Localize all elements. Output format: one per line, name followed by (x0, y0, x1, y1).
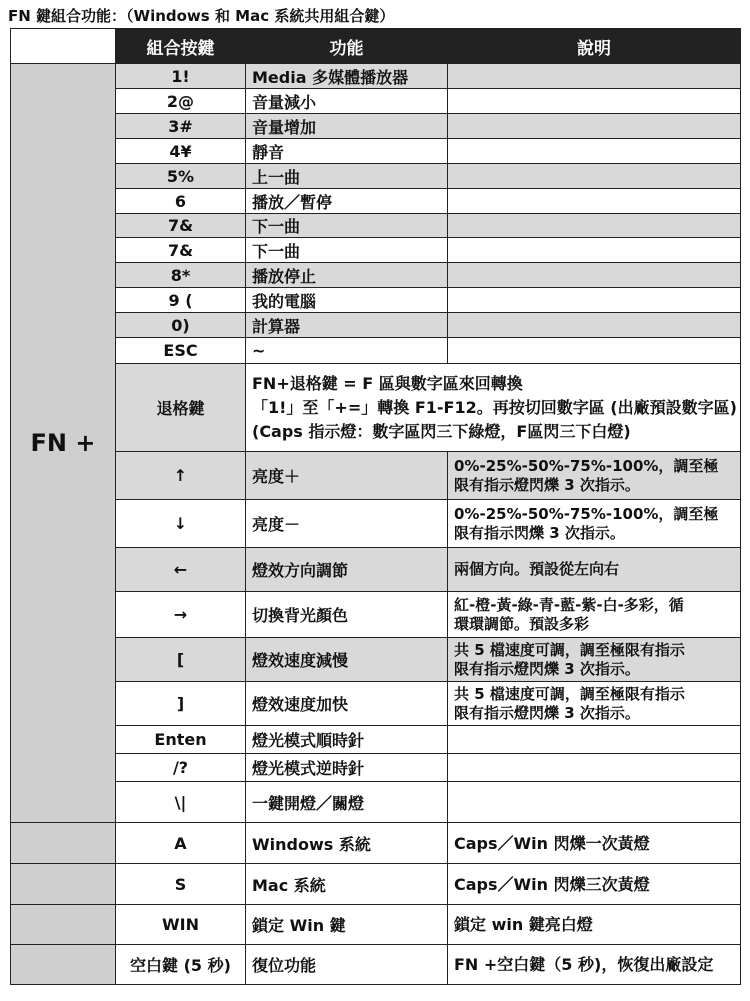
description-line: 0%-25%-50%-75%-100%，調至極 (454, 504, 719, 523)
combo-key-cell: 1! (116, 64, 246, 89)
table-row (11, 754, 741, 782)
function-cell: 下一曲 (246, 238, 448, 263)
description-line: FN+退格鍵 = F 區與數字區來回轉換 (252, 373, 523, 393)
table-row (11, 263, 741, 288)
row-spacer (11, 864, 116, 905)
description-cell (448, 89, 741, 114)
description-cell (448, 682, 741, 726)
function-cell: 亮度＋ (246, 452, 448, 500)
table-row (11, 864, 741, 905)
table-row (11, 682, 741, 726)
description-cell: 鎖定 win 鍵亮白燈 (448, 905, 741, 945)
combo-key-cell: WIN (116, 905, 246, 945)
function-cell: 我的電腦 (246, 288, 448, 313)
description-line: 限有指示閃爍 3 次指示。 (454, 523, 625, 542)
function-cell: 復位功能 (246, 945, 448, 985)
combo-key-cell: 0) (116, 313, 246, 338)
table-row (11, 114, 741, 139)
function-cell: 靜音 (246, 139, 448, 164)
description-line: 環環調節。預設多彩 (454, 614, 590, 633)
description-line: (Caps 指示燈：數字區閃三下綠燈，F區閃三下白燈) (252, 421, 631, 441)
row-spacer (11, 945, 116, 985)
table-row (11, 338, 741, 364)
description-cell (448, 114, 741, 139)
combo-key-cell: 3# (116, 114, 246, 139)
table-row (11, 592, 741, 638)
header-description: 說明 (448, 29, 741, 64)
function-cell: Media 多媒體播放器 (246, 64, 448, 89)
combo-key-cell: 4¥ (116, 139, 246, 164)
table-row (11, 164, 741, 189)
combo-key-cell: 7& (116, 238, 246, 263)
function-cell: Windows 系統 (246, 823, 448, 864)
function-cell: 燈效速度加快 (246, 682, 448, 726)
function-cell: 一鍵開燈／關燈 (246, 782, 448, 823)
table-row (11, 782, 741, 823)
description-line: 「1!」至「+=」轉換 F1-F12。再按切回數字區 (出廠預設數字區) (252, 397, 737, 417)
description-line: 紅-橙-黃-綠-青-藍-紫-白-多彩，循 (454, 595, 684, 614)
table-row (11, 500, 741, 548)
description-line: 共 5 檔速度可調，調至極限有指示 (454, 684, 685, 703)
function-cell: 鎖定 Win 鍵 (246, 905, 448, 945)
table-row (11, 139, 741, 164)
function-cell: 下一曲 (246, 214, 448, 238)
description-cell (448, 452, 741, 500)
combo-key-cell: 空白鍵 (5 秒) (116, 945, 246, 985)
combo-key-cell: 8* (116, 263, 246, 288)
table-row (11, 945, 741, 985)
description-cell (448, 638, 741, 682)
function-cell: 亮度－ (246, 500, 448, 548)
description-cell (448, 214, 741, 238)
combo-key-cell: /? (116, 754, 246, 782)
combo-key-cell: [ (116, 638, 246, 682)
header-blank (11, 29, 116, 64)
table-row (11, 548, 741, 592)
table-row (11, 313, 741, 338)
description-cell (448, 288, 741, 313)
description-cell (448, 782, 741, 823)
description-line: 限有指示燈閃爍 3 次指示。 (454, 475, 640, 494)
combo-key-cell: ↓ (116, 500, 246, 548)
header-combo: 組合按鍵 (116, 29, 246, 64)
function-cell: Mac 系統 (246, 864, 448, 905)
table-row (11, 288, 741, 313)
row-spacer (11, 905, 116, 945)
combo-key-cell: 2@ (116, 89, 246, 114)
description-line: 共 5 檔速度可調，調至極限有指示 (454, 640, 685, 659)
description-cell: Caps／Win 閃爍三次黃燈 (448, 864, 741, 905)
function-cell: 燈光模式逆時針 (246, 754, 448, 782)
combo-key-cell: ] (116, 682, 246, 726)
function-cell: 燈效方向調節 (246, 548, 448, 592)
table-row (11, 823, 741, 864)
description-line: 兩個方向。預設從左向右 (454, 560, 620, 578)
description-cell (448, 726, 741, 754)
fn-label: FN + (11, 64, 116, 823)
table-row (11, 238, 741, 263)
description-cell (448, 139, 741, 164)
fn-combo-table (10, 28, 741, 985)
combo-key-cell: 7& (116, 214, 246, 238)
function-cell: 播放停止 (246, 263, 448, 288)
table-row (11, 364, 741, 452)
table-row (11, 89, 741, 114)
combo-key-cell: 5% (116, 164, 246, 189)
combo-key-cell: A (116, 823, 246, 864)
description-line: 限有指示燈閃爍 3 次指示。 (454, 659, 640, 678)
function-cell: 播放／暫停 (246, 189, 448, 214)
backspace-description (246, 364, 741, 452)
description-cell (448, 164, 741, 189)
description-cell (448, 263, 741, 288)
description-cell (448, 238, 741, 263)
table-row (11, 452, 741, 500)
combo-key-cell: Enten (116, 726, 246, 754)
function-cell: ~ (246, 338, 448, 364)
combo-key-cell: 9 ( (116, 288, 246, 313)
table-row (11, 726, 741, 754)
table-row (11, 214, 741, 238)
description-cell (448, 64, 741, 89)
combo-key-cell: ← (116, 548, 246, 592)
function-cell: 上一曲 (246, 164, 448, 189)
description-line: 0%-25%-50%-75%-100%，調至極 (454, 456, 719, 475)
description-cell (448, 548, 741, 592)
table-row (11, 638, 741, 682)
description-cell (448, 500, 741, 548)
description-cell (448, 754, 741, 782)
function-cell: 切換背光顏色 (246, 592, 448, 638)
description-cell: FN +空白鍵（5 秒)，恢復出廠設定 (448, 945, 741, 985)
combo-key-cell: → (116, 592, 246, 638)
description-cell (448, 313, 741, 338)
function-cell: 音量減小 (246, 89, 448, 114)
combo-key-cell: 退格鍵 (116, 364, 246, 452)
function-cell: 燈光模式順時針 (246, 726, 448, 754)
description-cell (448, 189, 741, 214)
combo-key-cell: \| (116, 782, 246, 823)
table-row (11, 64, 741, 89)
table-row (11, 905, 741, 945)
description-cell (448, 338, 741, 364)
combo-key-cell: ↑ (116, 452, 246, 500)
table-header-row (11, 29, 741, 64)
description-cell (448, 592, 741, 638)
function-cell: 燈效速度減慢 (246, 638, 448, 682)
header-function: 功能 (246, 29, 448, 64)
combo-key-cell: S (116, 864, 246, 905)
description-cell: Caps／Win 閃爍一次黃燈 (448, 823, 741, 864)
row-spacer (11, 823, 116, 864)
combo-key-cell: 6 (116, 189, 246, 214)
description-line: 限有指示燈閃爍 3 次指示。 (454, 703, 640, 722)
combo-key-cell: ESC (116, 338, 246, 364)
function-cell: 計算器 (246, 313, 448, 338)
page-title: FN 鍵組合功能：（Windows 和 Mac 系統共用組合鍵） (8, 7, 395, 25)
function-cell: 音量增加 (246, 114, 448, 139)
table-row (11, 189, 741, 214)
